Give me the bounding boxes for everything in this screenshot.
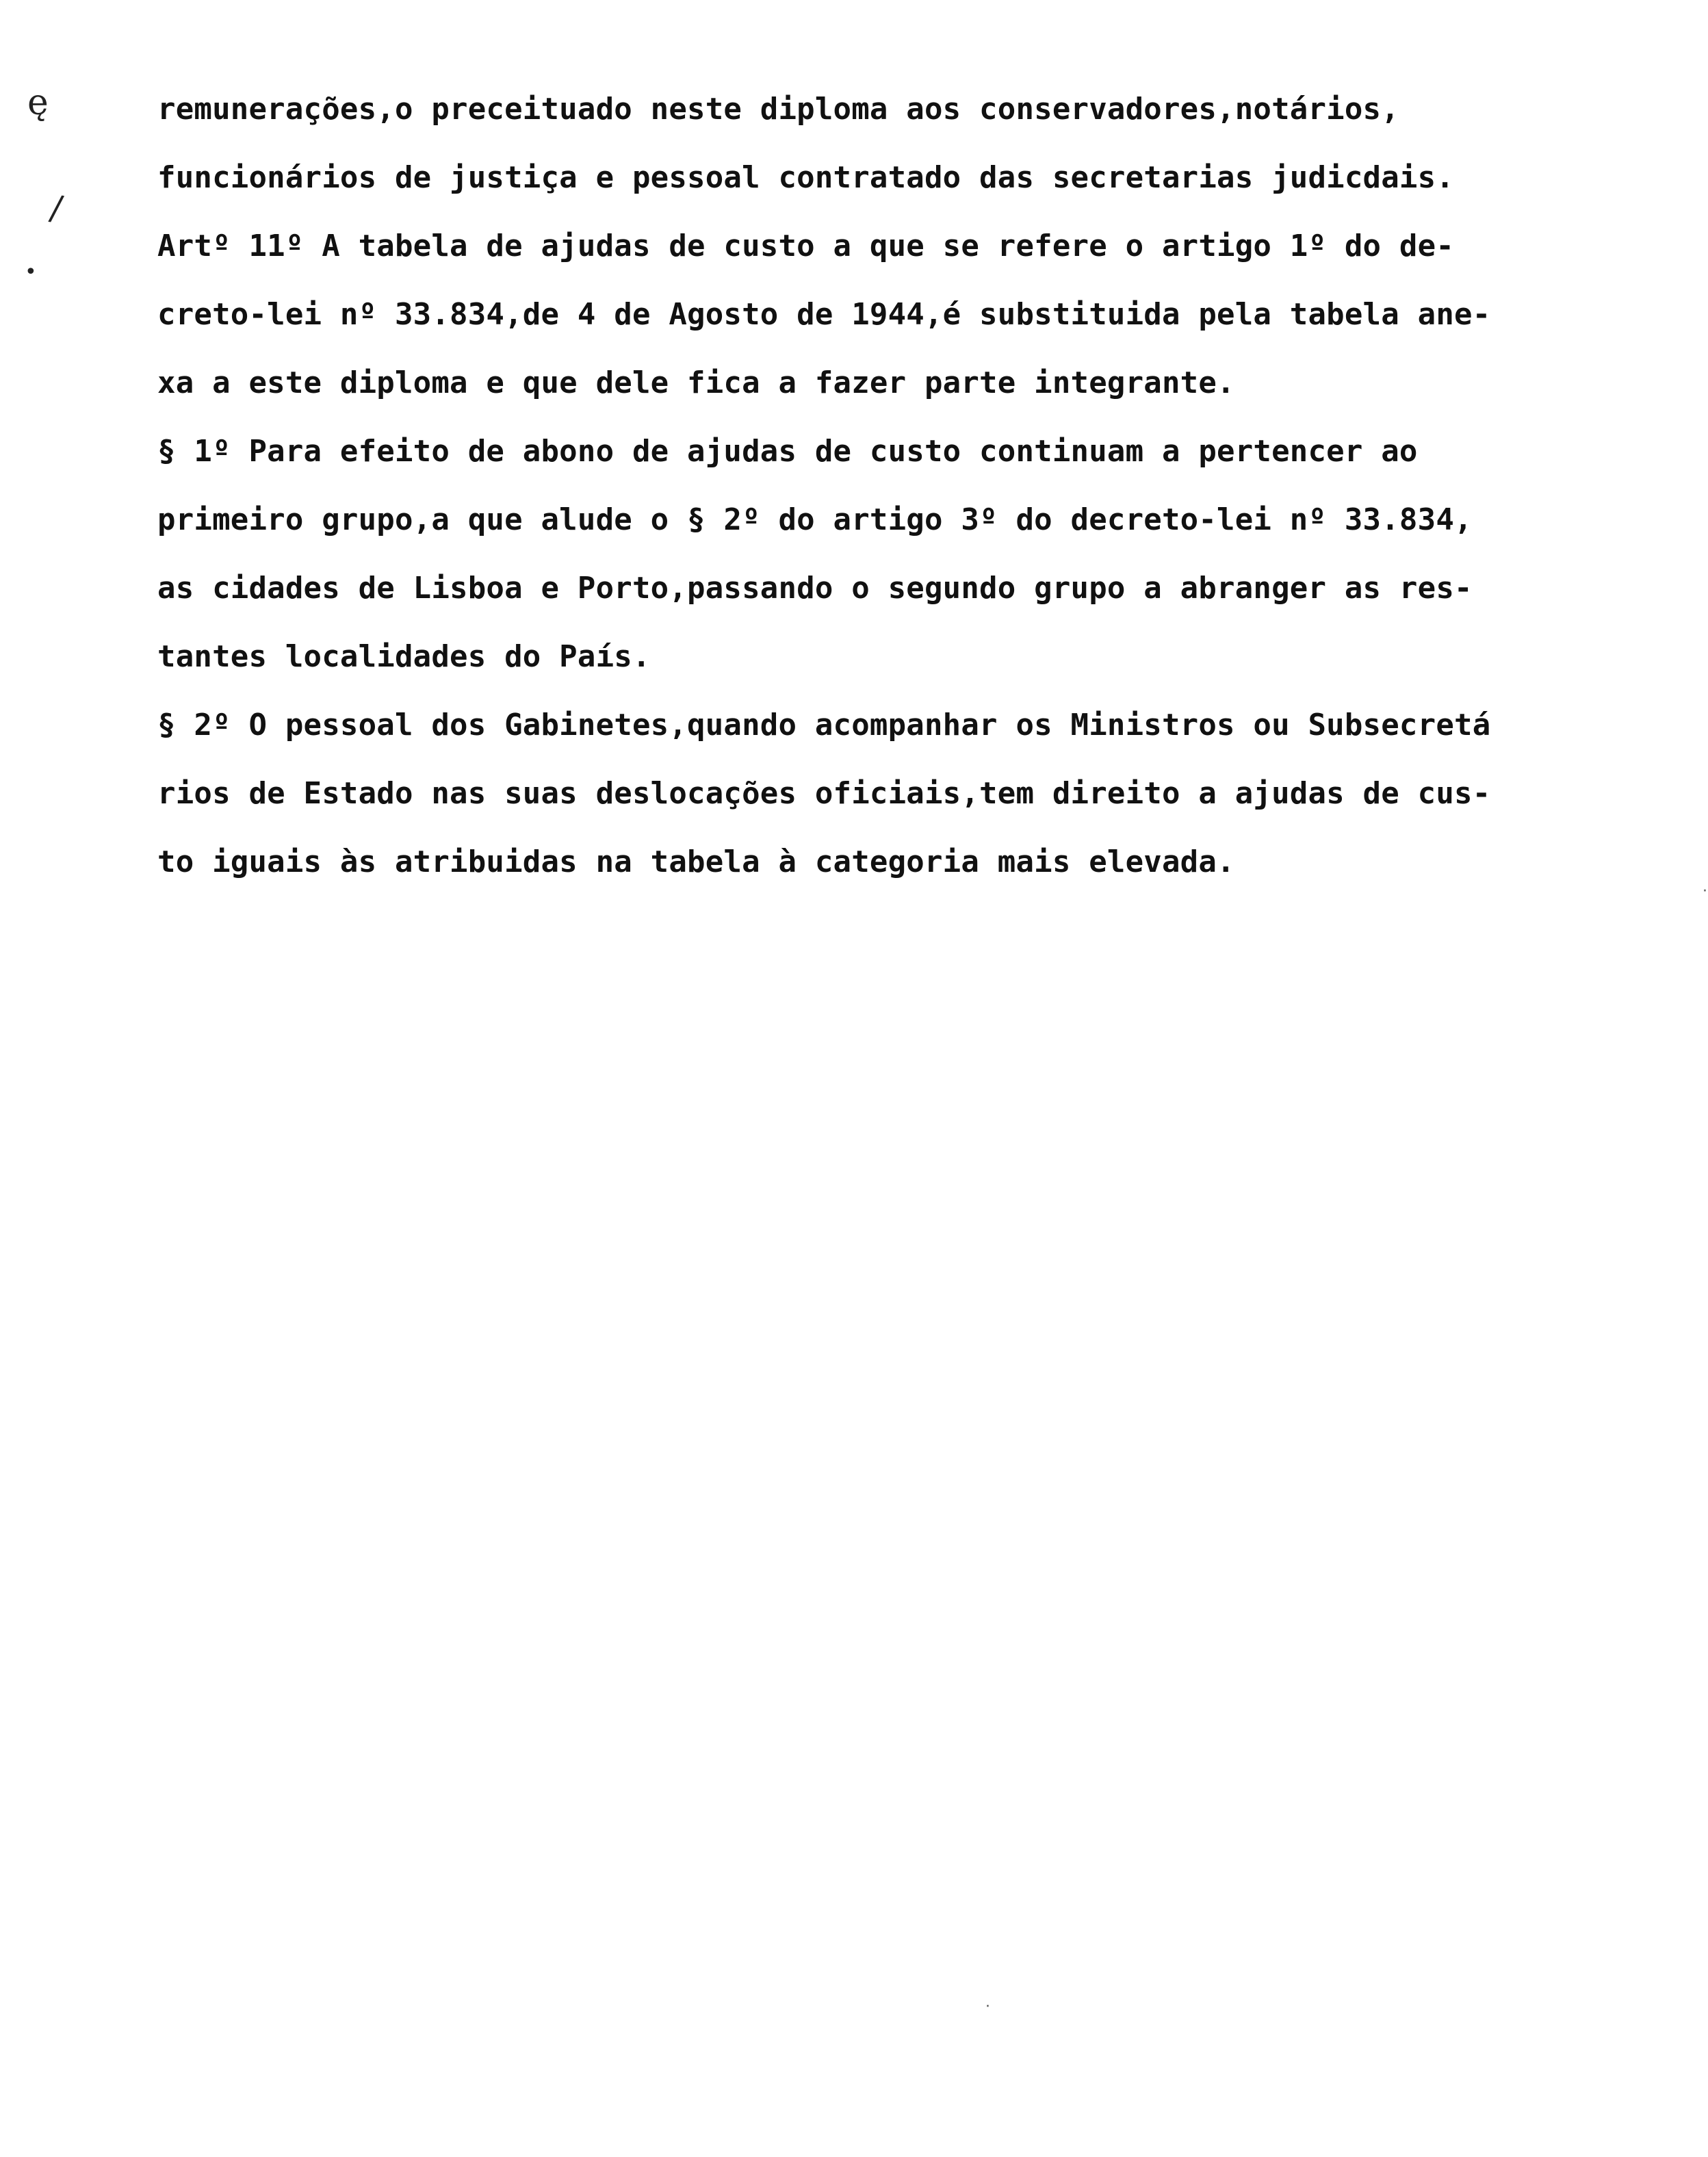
- text-line: xa a este diploma e que dele fica a fazer parte integrante.: [157, 365, 1235, 400]
- text-line: § 2º O pessoal dos Gabinetes,quando acompanhar os Ministros ou Subsecretá: [157, 708, 1491, 742]
- text-line: as cidades de Lisboa e Porto,passando o segundo grupo a abranger as res-: [157, 571, 1473, 606]
- text-line: tantes localidades do País.: [157, 639, 651, 674]
- text-line: remunerações,o preceituado neste diploma aos conservadores,notários,: [157, 92, 1399, 127]
- text-line: to iguais às atribuidas na tabela à categoria mais elevada.: [157, 844, 1235, 879]
- text-line: primeiro grupo,a que alude o § 2º do artigo 3º do decreto-lei nº 33.834,: [157, 502, 1473, 537]
- typewritten-text-block: [157, 75, 1663, 896]
- scan-speck: ·: [1703, 883, 1707, 900]
- text-line: creto-lei nº 33.834,de 4 de Agosto de 1944,é substituida pela tabela ane-: [157, 297, 1491, 332]
- text-line: § 1º Para efeito de abono de ajudas de custo continuam a pertencer ao: [157, 434, 1418, 469]
- scan-speck: ·: [985, 1998, 990, 2015]
- margin-ink-dot: •: [25, 260, 37, 284]
- text-line: funcionários de justiça e pessoal contratado das secretarias judicdais.: [157, 160, 1455, 195]
- text-line: Artº 11º A tabela de ajudas de custo a que se refere o artigo 1º do de-: [157, 229, 1455, 263]
- text-line: rios de Estado nas suas deslocações oficiais,tem direito a ajudas de cus-: [157, 776, 1491, 811]
- margin-handwritten-stroke: /: [47, 187, 66, 229]
- margin-handwritten-mark: ę: [27, 82, 49, 123]
